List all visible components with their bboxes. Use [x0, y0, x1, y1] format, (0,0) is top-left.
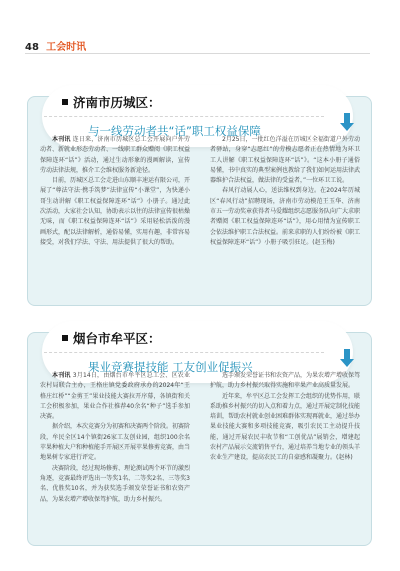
section-name: 工会时讯: [46, 42, 87, 53]
title-square-icon: [62, 335, 68, 341]
header-dashed-line: [44, 352, 324, 353]
article-lead: 本刊讯: [52, 372, 71, 379]
paragraph: 春风行动展人心，送法维权到身边。在2024年历城区“春风行动”招聘现场，济南市劳动模范王玉华、济南市五一劳动奖章获得者马爱耀组织志愿服务队向广大求职者赠阅《职工权益保障连环“话”》，用心用情为宣传职工会依法维护职工合法权益。前来求职的人们纷纷被《职工权益保障连环“话”》小册子吸引驻足。(赵玉梅): [210, 187, 361, 246]
paragraph: 近年来，牟平区总工会发挥工会组织的优势作用，联系助推乡村振兴的切入点和着力点，通过开展定制化技能培训，帮助农村就业创业困难群体实现再就业，通过举办果业技能大赛和多项技能竞赛，吸引农民工主动提升技能，通过开展农民丰收节和“工创优品”展销会，增建起农村产品展示交流销售平台，通过培养当地专业的领头羊农业生产建设，提高农民工的自豪感和凝聚力。(赵林): [210, 392, 361, 462]
page-number: 48: [25, 42, 39, 53]
article-column-left: [40, 371, 190, 505]
article-card-2: [27, 332, 372, 546]
article-card-1: [27, 96, 372, 306]
article-title-1: 济南市历城区：: [73, 95, 161, 110]
paragraph: 决赛阶段，经过现场修剪、理论测试两个环节的激烈角逐，竞赛最终评选出一等奖1名、二等奖2名、三等奖3名、优胜奖10名，并为获奖选手颁发荣誉证书和农资产品，为果农增产增收保驾护航，助力乡村振兴。: [40, 464, 191, 503]
paragraph: 选手颁发荣誉证书和农资产品，为果农增产增收保驾护航，助力乡村振兴取得实施和苹果产业高质量发展。: [210, 372, 361, 390]
article-column-right: [210, 371, 360, 464]
article-subtitle-1: 与一线劳动者共“话”职工权益保障: [88, 124, 261, 138]
paragraph: 2月25日，一批红色洋溢在历城区全福街道户外劳动者驿站，身穿“志愿红”的劳模志愿者正在热情地为环卫工人讲解《职工权益保障连环“话”》。“这本小册子通俗易懂，书中真实的典型案例也教给了我们如何运用法律武器维护合法权益，做法律的受益者，”一位环卫工说。: [210, 136, 361, 185]
article-column-right: [210, 135, 360, 248]
article-column-left: [40, 135, 190, 248]
article-lead: 本刊讯: [52, 136, 71, 143]
paragraph: 3月14日，由烟台市牟平区总工会、区农业农村局联合主办，王格庄镇党委政府承办的2024年“王格庄红桥”“金剪王”果业技能大赛拉开序幕，各镇街和关工会积极参加，果业合作社推荐40余名“种子”选手参加决赛。: [40, 372, 190, 421]
page-header: [25, 38, 86, 53]
paragraph: 据介绍，本次竞赛分为初赛和决赛两个阶段。初赛阶段，牟民全区14个镇街26家工友创业园，组织100余名苹果种植大户和种植能手开展区开展苹果修剪竞赛，由当地果树专家进行评定。: [40, 423, 191, 462]
header-dashed-line: [44, 116, 324, 117]
article-title-2: 烟台市牟平区：: [73, 331, 161, 346]
title-square-icon: [62, 99, 68, 105]
header-divider: [25, 53, 370, 54]
article-subtitle-2: 果业竞赛提技能 工友创业促振兴: [88, 360, 253, 374]
paragraph: 连日来，济南市历城区总工会开展向户外劳动者、新就业形态劳动者、一线职工群众赠阅《职工权益保障连环“话”》活动，通过生动形象的漫画解读，宣传劳动法律法规，推介工会维权服务新途径。: [40, 136, 191, 174]
paragraph: 目前，历城区总工会走进山东顺丰速运有限公司，开展了“尊法守法·携手筑梦”法律宣传“小课堂”，为快递小哥生动讲解《职工权益保障连环“话”》小册子。通过此次活动，大家社会认知，协助表示以往的法律宣传很枯燥无味，而《职工权益保障连环“话”》采用轻松活泼的漫画形式，配以法律解析，通俗易懂，实用有趣，非常容易接受，对我们学法、守法、用法提供了很大的帮助。: [40, 177, 191, 246]
